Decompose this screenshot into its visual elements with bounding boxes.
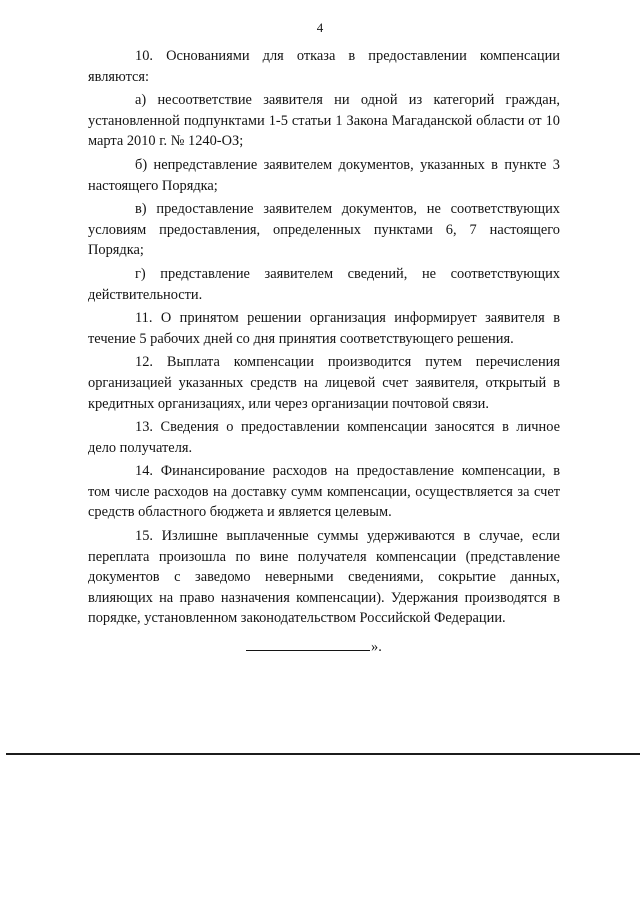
paragraph-12: 12. Выплата компенсации производится путем перечисления организацией указанных средств на лицевой счет заявителя, открытый в кредитных организациях, или через организации почтовой связи. bbox=[88, 354, 560, 412]
bottom-divider bbox=[6, 753, 640, 755]
document-body bbox=[88, 46, 560, 632]
closing-quote: ». bbox=[371, 639, 382, 655]
paragraph-14: 14. Финансирование расходов на предоставление компенсации, в том числе расходов на доставку сумм компенсации, осуществляется за счет средств областного бюджета и является целевым. bbox=[88, 463, 560, 521]
end-underline bbox=[246, 636, 370, 651]
paragraph-11: 11. О принятом решении организация информирует заявителя в течение 5 рабочих дней со дня принятия соответствующего решения. bbox=[88, 310, 560, 347]
page-number: 4 bbox=[316, 20, 324, 35]
paragraph-10a: а) несоответствие заявителя ни одной из категорий граждан, установленной подпунктами 1-5 статьи 1 Закона Магаданской области от 10 марта 2010 г. № 1240-ОЗ; bbox=[88, 92, 560, 150]
end-marker bbox=[246, 636, 382, 657]
paragraph-10b: б) непредставление заявителем документов, указанных в пункте 3 настоящего Порядка; bbox=[88, 156, 560, 194]
paragraph-10: 10. Основаниями для отказа в предоставлении компенсации являются: bbox=[88, 48, 560, 85]
paragraph-13: 13. Сведения о предоставлении компенсации заносятся в личное дело получателя. bbox=[88, 419, 560, 456]
paragraph-15: 15. Излишне выплаченные суммы удерживаются в случае, если переплата произошла по вине получателя компенсации (представление документов с заведомо неверными сведениями, сокрытие данных, влияющих на право назначения компенсации). Удержания производятся в порядке, установленном законодательством Российской Федерации. bbox=[88, 528, 560, 627]
paragraph-10d: г) представление заявителем сведений, не соответствующих действительности. bbox=[88, 265, 560, 303]
paragraph-10c: в) предоставление заявителем документов, не соответствующих условиям предоставления, определенных пунктами 6, 7 настоящего Порядка; bbox=[88, 201, 560, 259]
